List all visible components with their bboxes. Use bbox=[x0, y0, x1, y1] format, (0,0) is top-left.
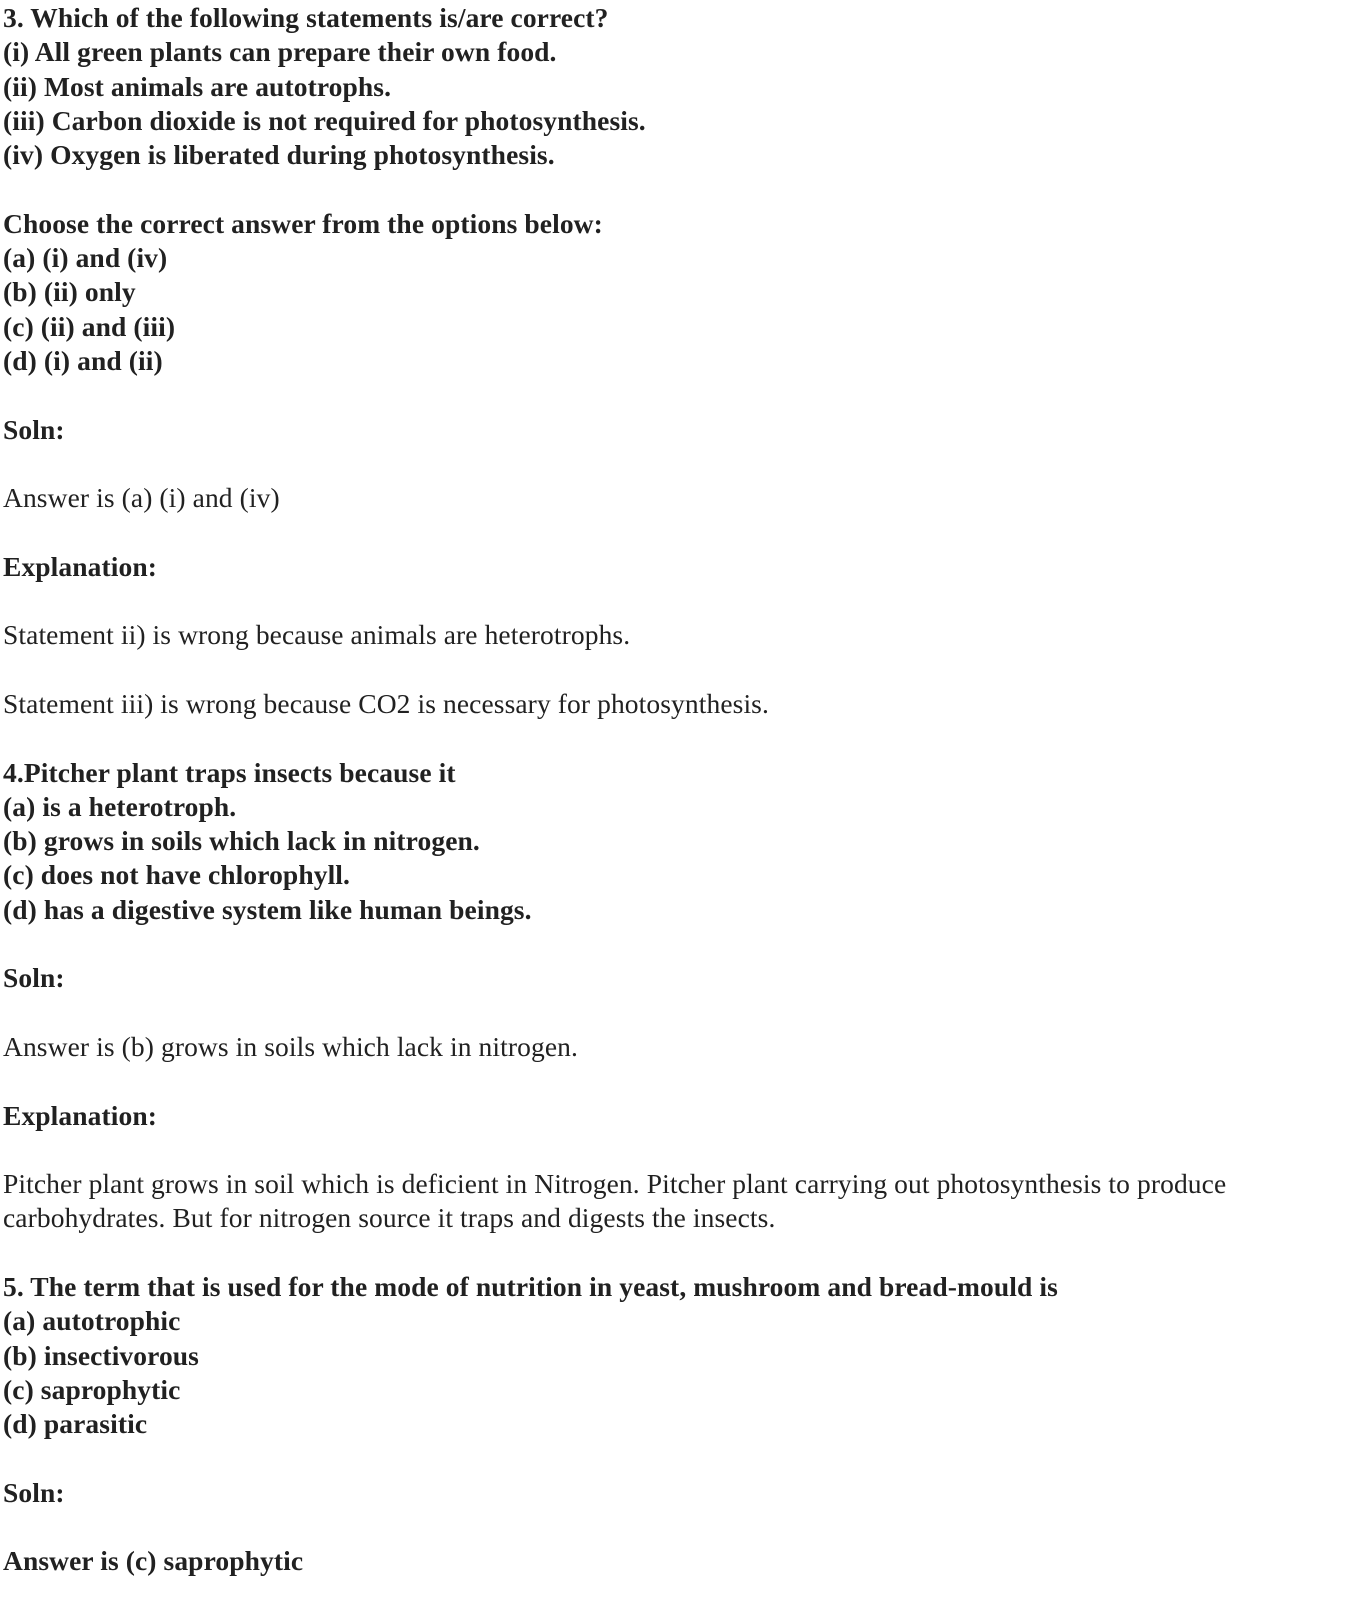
question-4-answer: Answer is (b) grows in soils which lack in nitrogen. bbox=[3, 1030, 578, 1062]
question-4-option-d: (d) has a digestive system like human beings. bbox=[3, 893, 532, 925]
question-4-options-block bbox=[3, 756, 1346, 927]
question-3-statement-iii: (iii) Carbon dioxide is not required for photosynthesis. bbox=[3, 104, 646, 136]
question-5-option-c: (c) saprophytic bbox=[3, 1373, 181, 1405]
question-4-explanation-label: Explanation: bbox=[3, 1099, 158, 1131]
question-5-option-d: (d) parasitic bbox=[3, 1408, 148, 1440]
question-5 bbox=[3, 1270, 1346, 1579]
question-3 bbox=[3, 1, 1346, 721]
question-3-explanation-label: Explanation: bbox=[3, 550, 158, 582]
question-5-options-block bbox=[3, 1270, 1346, 1441]
question-5-soln-label: Soln: bbox=[3, 1476, 65, 1508]
question-5-option-b: (b) insectivorous bbox=[3, 1339, 199, 1371]
question-3-soln-label: Soln: bbox=[3, 413, 65, 445]
question-3-option-d: (d) (i) and (ii) bbox=[3, 344, 163, 376]
question-3-option-a: (a) (i) and (iv) bbox=[3, 242, 168, 274]
question-4-title: 4.Pitcher plant traps insects because it bbox=[3, 756, 456, 788]
question-3-title: 3. Which of the following statements is/are correct? bbox=[3, 2, 609, 33]
question-4-option-b: (b) grows in soils which lack in nitrogen. bbox=[3, 825, 480, 857]
question-5-option-a: (a) autotrophic bbox=[3, 1305, 181, 1337]
question-3-explanation-paragraph-1: Statement ii) is wrong because animals are heterotrophs. bbox=[3, 619, 631, 651]
question-3-answer: Answer is (a) (i) and (iv) bbox=[3, 482, 280, 514]
question-3-statement-block bbox=[3, 1, 1346, 172]
question-4 bbox=[3, 756, 1346, 1236]
question-4-explanation-line-2: carbohydrates. But for nitrogen source it traps and digests the insects. bbox=[3, 1202, 776, 1234]
question-3-statement-iv: (iv) Oxygen is liberated during photosynthesis. bbox=[3, 139, 555, 171]
question-3-statement-ii: (ii) Most animals are autotrophs. bbox=[3, 70, 392, 102]
question-3-option-c: (c) (ii) and (iii) bbox=[3, 310, 176, 342]
question-5-answer: Answer is (c) saprophytic bbox=[3, 1545, 304, 1577]
question-3-statement-i: (i) All green plants can prepare their own food. bbox=[3, 36, 557, 68]
question-3-option-b: (b) (ii) only bbox=[3, 276, 136, 308]
question-4-option-c: (c) does not have chlorophyll. bbox=[3, 859, 351, 891]
question-3-options-block bbox=[3, 207, 1346, 378]
question-4-soln-label: Soln: bbox=[3, 962, 65, 994]
question-4-option-a: (a) is a heterotroph. bbox=[3, 790, 237, 822]
question-3-explanation-paragraph-2: Statement iii) is wrong because CO2 is necessary for photosynthesis. bbox=[3, 687, 769, 719]
question-3-choose-prompt: Choose the correct answer from the options below: bbox=[3, 207, 603, 239]
question-4-explanation-line-1: Pitcher plant grows in soil which is deficient in Nitrogen. Pitcher plant carrying out photosynthesis to produce bbox=[3, 1168, 1227, 1200]
question-5-title: 5. The term that is used for the mode of nutrition in yeast, mushroom and bread-mould is bbox=[3, 1270, 1058, 1302]
question-4-explanation-paragraph bbox=[3, 1167, 1346, 1236]
